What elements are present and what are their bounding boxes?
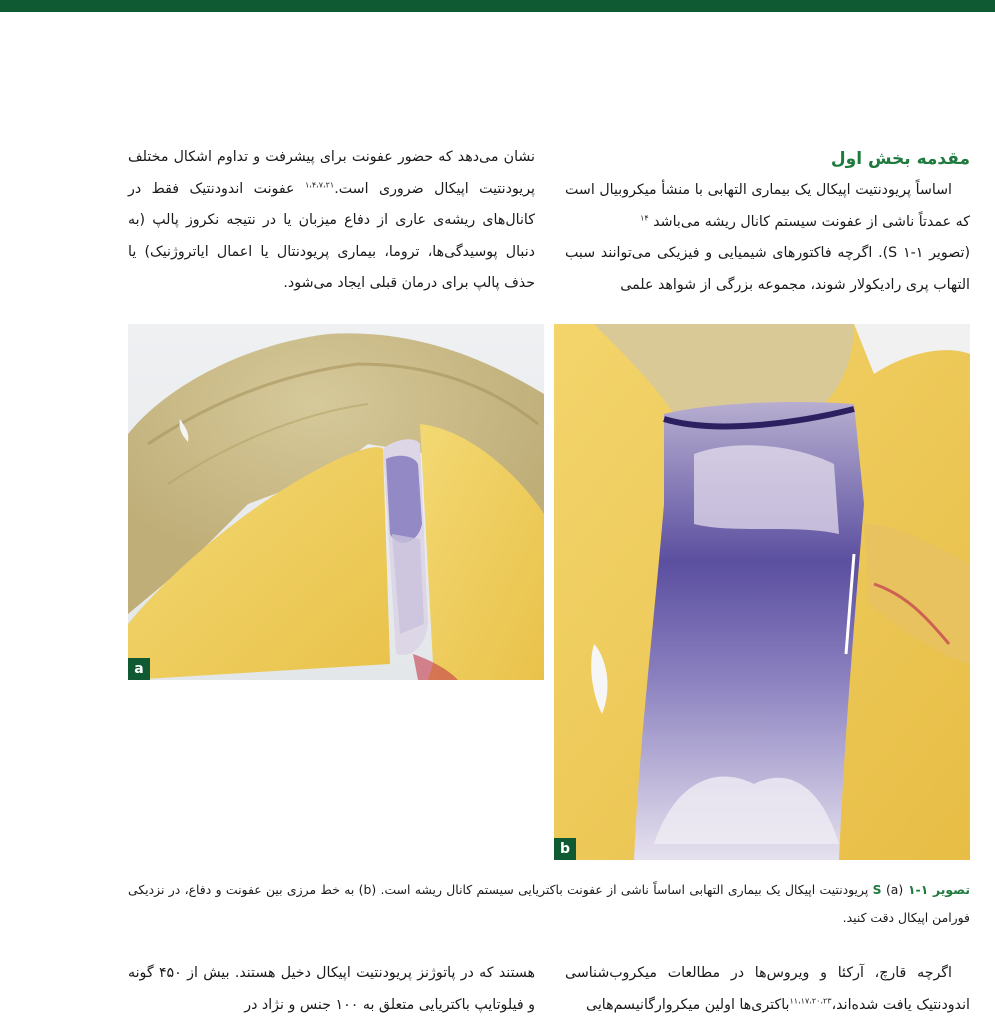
figure-caption <box>128 876 970 932</box>
bottom-right-text-part2: باکتری‌ها اولین میکروارگانیسم‌هایی <box>586 996 790 1013</box>
bottom-right-text-column <box>565 958 970 1021</box>
intro-text-part2: (تصویر ۱-۱ S). اگرچه فاکتورهای شیمیایی و فیزیکی می‌توانند سبب التهاب پری رادیکولار شوند، مجموعه بزرگی از شواهد علمی <box>565 245 970 293</box>
left-text-column <box>128 142 535 300</box>
bottom-right-text-part1: اگرچه قارچ، آرکئا و ویروس‌ها در مطالعات میکروب‌شناسی اندودنتیک یافت شده‌اند، <box>565 965 970 1013</box>
intro-paragraph <box>565 175 970 301</box>
histology-micrograph-b-icon <box>554 324 970 860</box>
reference-superscript: ۱۴ <box>640 212 649 222</box>
histology-micrograph-a-icon <box>128 324 544 680</box>
bottom-left-paragraph: هستند که در پاتوژنز پریودنتیت اپیکال دخیل هستند. بیش از ۴۵۰ گونه و فیلوتایپ باکتریایی متعلق به ۱۰۰ جنس و نژاد در <box>128 965 535 1013</box>
continuation-text-part1: نشان می‌دهد که حضور عفونت برای پیشرفت و تداوم اشکال مختلف پریودنتیت اپیکال ضروری است. <box>128 149 536 197</box>
figure-a-micrograph <box>128 324 544 680</box>
top-brand-bar <box>0 0 995 12</box>
figure-a-label: a <box>128 658 150 680</box>
bottom-left-text-column <box>128 958 535 1021</box>
figure-b-micrograph <box>554 324 970 860</box>
right-text-column <box>565 145 970 301</box>
section-heading: مقدمه بخش اول <box>830 149 970 169</box>
bottom-right-paragraph <box>565 958 970 1021</box>
continuation-paragraph <box>128 142 535 300</box>
reference-superscript: ۱۱،۱۷،۲۰،۲۳ <box>789 995 832 1005</box>
intro-text-part1: اساساً پریودنتیت اپیکال یک بیماری التهابی با منشأ میکروبیال است که عمدتاً ناشی از عفونت سیستم کانال ریشه می‌باشد <box>565 182 970 230</box>
figure-b-label: b <box>554 838 576 860</box>
caption-text: (a) پریودنتیت اپیکال یک بیماری التهابی اساساً ناشی از عفونت باکتریایی سیستم کانال ریشه است. (b) به خط مرزی بین عفونت و دفاع، در نزدیکی فورامن اپیکال دقت کنید. <box>128 882 970 925</box>
reference-superscript: ۱،۴،۷،۲۱ <box>305 179 335 189</box>
caption-label: تصویر ۱-۱ S <box>872 882 970 897</box>
continuation-text-part2: عفونت اندودنتیک فقط در کانال‌های ریشه‌ی عاری از دفاع میزبان یا در نتیجه نکروز پالپ (به دنبال پوسیدگی‌ها، تروما، بیماری پریودنتال یا اعمال ایاتروژنیک) یا حذف پالپ برای درمان قبلی ایجاد می‌شود. <box>128 180 535 291</box>
